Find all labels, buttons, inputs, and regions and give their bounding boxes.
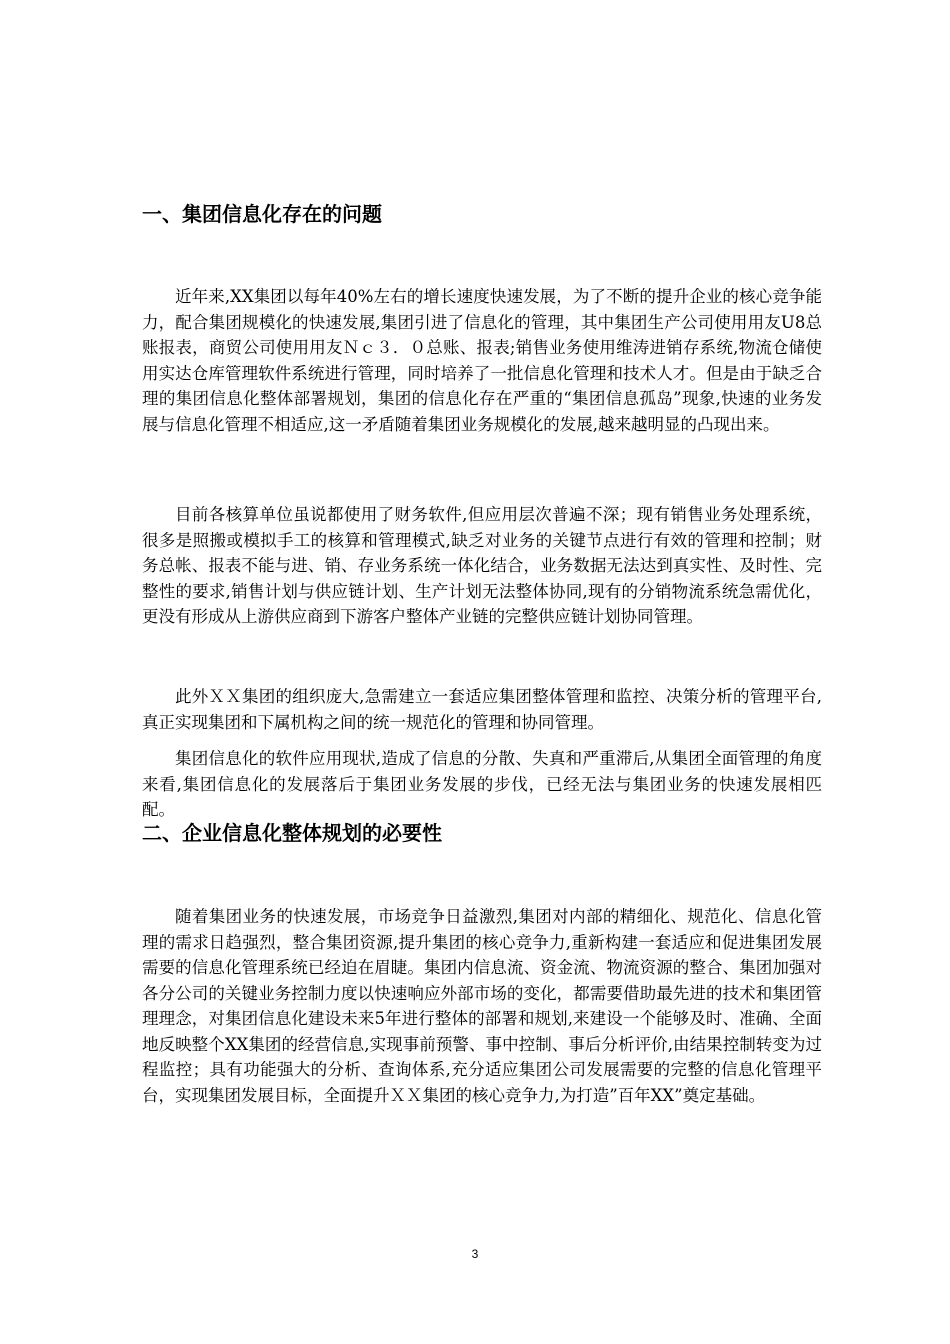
- section-heading-2: 二、企业信息化整体规划的必要性: [142, 821, 442, 845]
- section-1-paragraph-4: 集团信息化的软件应用现状,造成了信息的分散、失真和严重滞后,从集团全面管理的角度来看,集团信息化的发展落后于集团业务发展的步伐，已经无法与集团业务的快速发展相匹配。: [142, 749, 822, 819]
- section-1-paragraph-1: 近年来,XX集团以每年40%左右的增长速度快速发展，为了不断的提升企业的核心竞争能力，配合集团规模化的快速发展,集团引进了信息化的管理，其中集团生产公司使用用友U8总账报表，商贸公司使用用友Ｎｃ３．０总账、报表;销售业务使用维涛进销存系统,物流仓储使用实达仓库管理软件系统进行管理，同时培养了一批信息化管理和技术人才。但是由于缺乏合理的集团信息化整体部署规划，集团的信息化存在严重的“集团信息孤岛”现象,快速的业务发展与信息化管理不相适应,这一矛盾随着集团业务规模化的发展,越来越明显的凸现出来。: [142, 287, 822, 434]
- page-number: 3: [471, 1247, 479, 1261]
- section-1-paragraph-3: 此外ＸＸ集团的组织庞大,急需建立一套适应集团整体管理和监控、决策分析的管理平台,真正实现集团和下属机构之间的统一规范化的管理和协同管理。: [142, 687, 822, 732]
- section-heading-1: 一、集团信息化存在的问题: [142, 202, 382, 226]
- section-2-paragraph-1: 随着集团业务的快速发展，市场竞争日益激烈,集团对内部的精细化、规范化、信息化管理的需求日趋强烈，整合集团资源,提升集团的核心竞争力,重新构建一套适应和促进集团发展需要的信息化管理系统已经迫在眉睫。集团内信息流、资金流、物流资源的整合、集团加强对各分公司的关键业务控制力度以快速响应外部市场的变化，都需要借助最先进的技术和集团管理理念，对集团信息化建设未来5年进行整体的部署和规划,来建设一个能够及时、准确、全面地反映整个XX集团的经营信息,实现事前预警、事中控制、事后分析评价,由结果控制转变为过程监控；具有功能强大的分析、查询体系,充分适应集团公司发展需要的完整的信息化管理平台，实现集团发展目标，全面提升ＸＸ集团的核心竞争力,为打造”百年XX”奠定基础。: [142, 907, 822, 1105]
- section-1-paragraph-2: 目前各核算单位虽说都使用了财务软件,但应用层次普遍不深；现有销售业务处理系统，很多是照搬或模拟手工的核算和管理模式,缺乏对业务的关键节点进行有效的管理和控制；财务总帐、报表不能与进、销、存业务系统一体化结合，业务数据无法达到真实性、及时性、完整性的要求,销售计划与供应链计划、生产计划无法整体协同,现有的分销物流系统急需优化，更没有形成从上游供应商到下游客户整体产业链的完整供应链计划协同管理。: [142, 505, 822, 626]
